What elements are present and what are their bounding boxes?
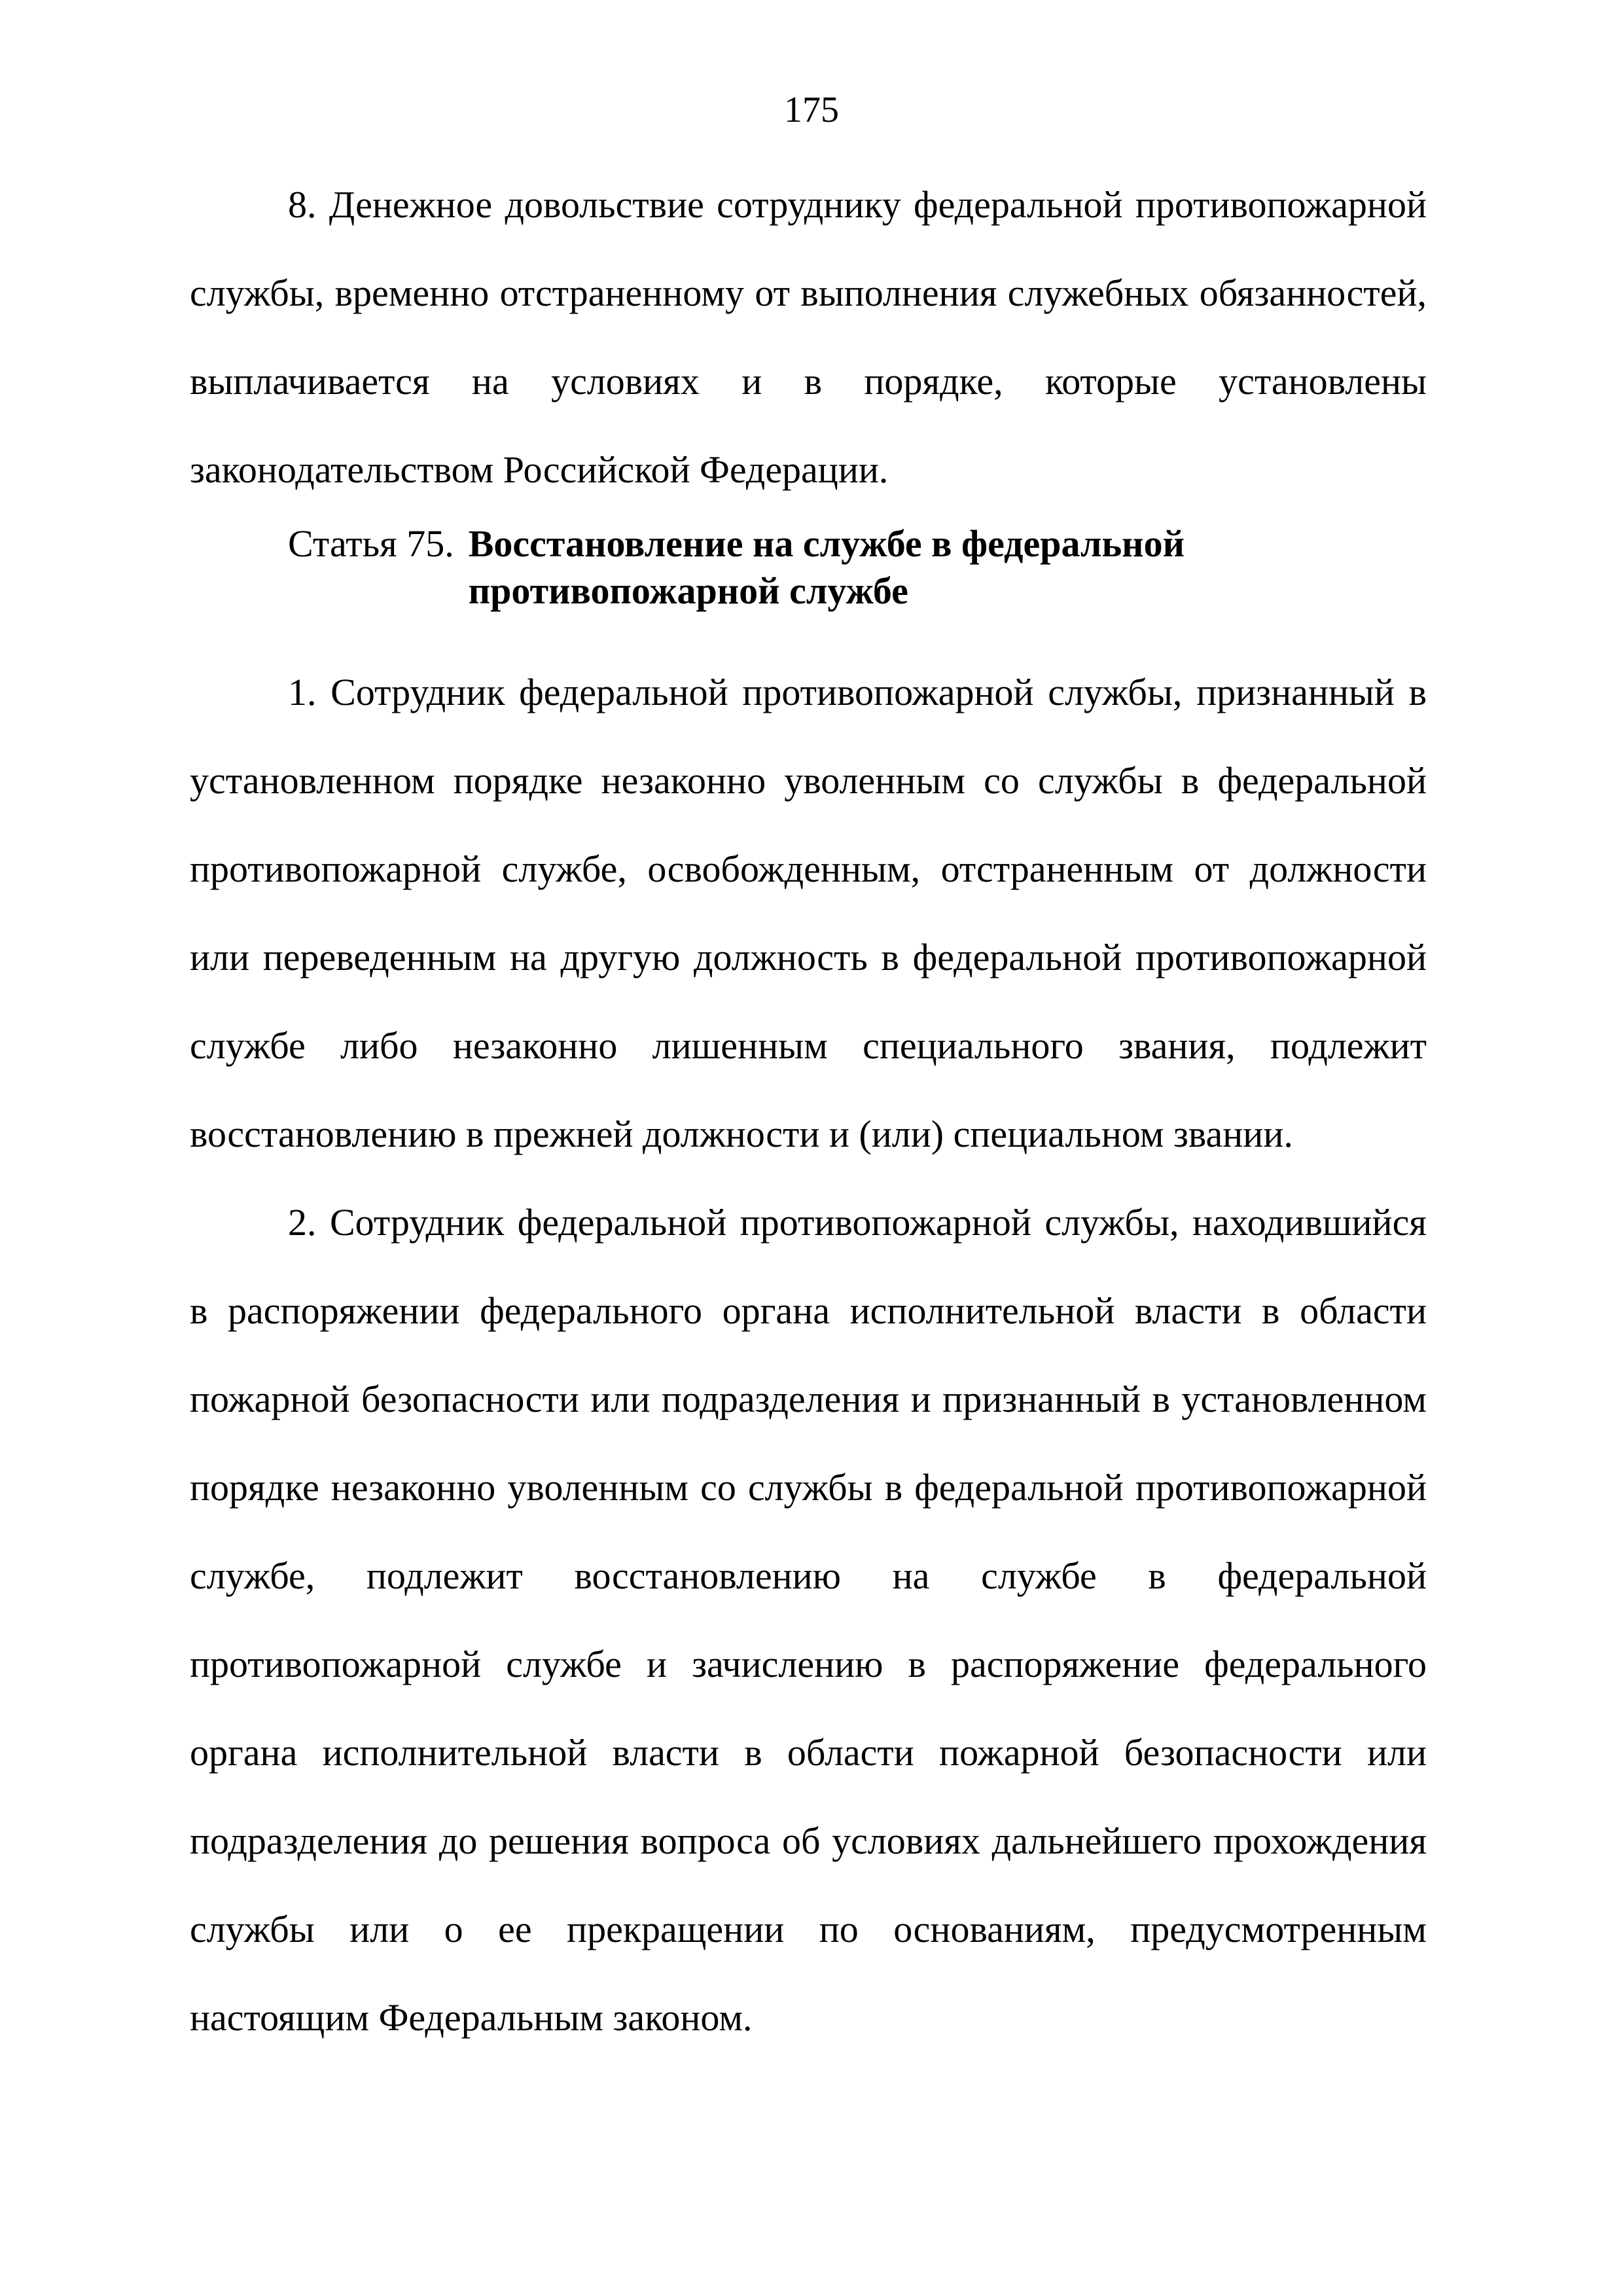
paragraph-1-block bbox=[190, 648, 1427, 1178]
article-title: Восстановление на службе в федеральной противопожарной службе bbox=[468, 522, 1185, 612]
paragraph-2: 2. Сотрудник федеральной противопожарной службы, находившийся в распоряжении федерального органа исполнительной власти в области пожарной безопасности или подразделения и признанный в установленном порядке незаконно уволенным со службы в федеральной противопожарной службе, подлежит восстановлению на службе в федеральной противопожарной службе и зачислению в распоряжение федерального органа исполнительной власти в области пожарной безопасности или подразделения до решения вопроса об условиях дальнейшего прохождения службы или о ее прекращении по основаниям, предусмотренным настоящим Федеральным законом. bbox=[190, 1201, 1427, 2039]
paragraph-1: 1. Сотрудник федеральной противопожарной службы, признанный в установленном порядке незаконно уволенным со службы в федеральной противопожарной службе, освобожденным, отстраненным от должности или переведенным на другую должность в федеральной противопожарной службе либо незаконно лишенным специального звания, подлежит восстановлению в прежней должности и (или) специальном звании. bbox=[190, 671, 1427, 1155]
paragraph-8-block bbox=[190, 160, 1427, 514]
page-number: 175 bbox=[784, 90, 839, 130]
paragraph-2-block bbox=[190, 1178, 1427, 2062]
article-heading bbox=[288, 520, 1427, 615]
article-label: Статья 75. bbox=[288, 522, 454, 565]
paragraph-8: 8. Денежное довольствие сотруднику федеральной противопожарной службы, временно отстраненному от выполнения служебных обязанностей, выплачивается на условиях и в порядке, которые установлены законодательством Российской Федерации. bbox=[190, 183, 1427, 491]
